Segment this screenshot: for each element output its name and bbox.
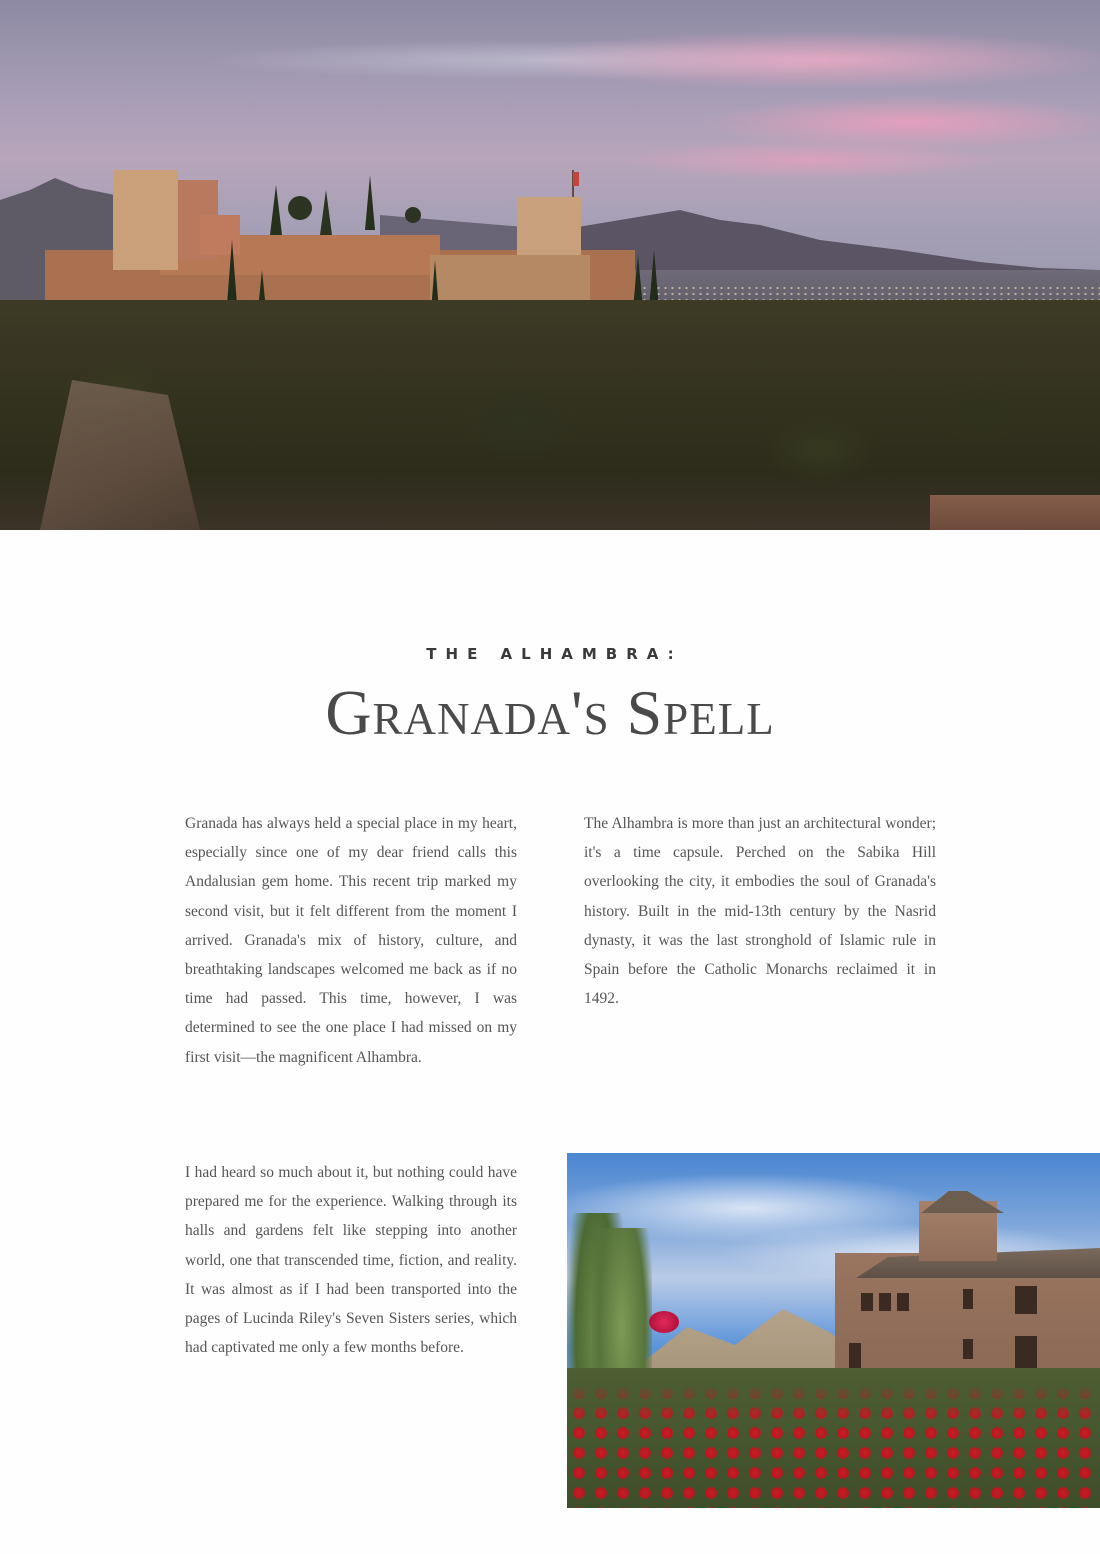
window [1015, 1286, 1037, 1314]
window [897, 1293, 909, 1311]
window [849, 1343, 861, 1371]
window [1015, 1336, 1037, 1368]
article-paragraph: The Alhambra is more than just an architectural wonder; it's a time capsule. Perched on the Sabika Hill overlooking the city, it embodies the soul of Granada's history. Built in the mid-13th century by the Nasrid dynasty, it was the last stronghold of Islamic rule in Spain before the Catholic Monarchs reclaimed it in 1492. [584, 815, 936, 1008]
article-paragraph: Granada has always held a special place in my heart, especially since one of my dear friend calls this Andalusian gem home. This recent trip marked my second visit, but it felt different from the moment I arrived. Granada's mix of history, culture, and breathtaking landscapes welcomed me back as if no time had passed. This time, however, I was determined to see the one place I had missed on my first visit—the magnificent Alhambra. [185, 815, 517, 1066]
red-flower-bed [567, 1383, 1100, 1508]
article-title: Granada's Spell [325, 677, 775, 748]
hero-image-alhambra-dusk [0, 0, 1100, 530]
article-paragraph: I had heard so much about it, but nothing could have prepared me for the experience. Walking through its halls and gardens felt like stepping into another world, one that transcended time, fiction, and reality. It was almost as if I had been transported into the pages of Lucinda Riley's Seven Sisters series, which had captivated me only a few months before. [185, 1164, 517, 1357]
garden-image-generalife [567, 1153, 1100, 1508]
window [861, 1293, 873, 1311]
window [963, 1339, 973, 1359]
red-wall [930, 495, 1100, 530]
sky-pink-cloud [520, 30, 1100, 90]
article-kicker: THE ALHAMBRA: [426, 645, 683, 663]
window [963, 1289, 973, 1309]
window [879, 1293, 891, 1311]
pink-rose [649, 1311, 679, 1333]
